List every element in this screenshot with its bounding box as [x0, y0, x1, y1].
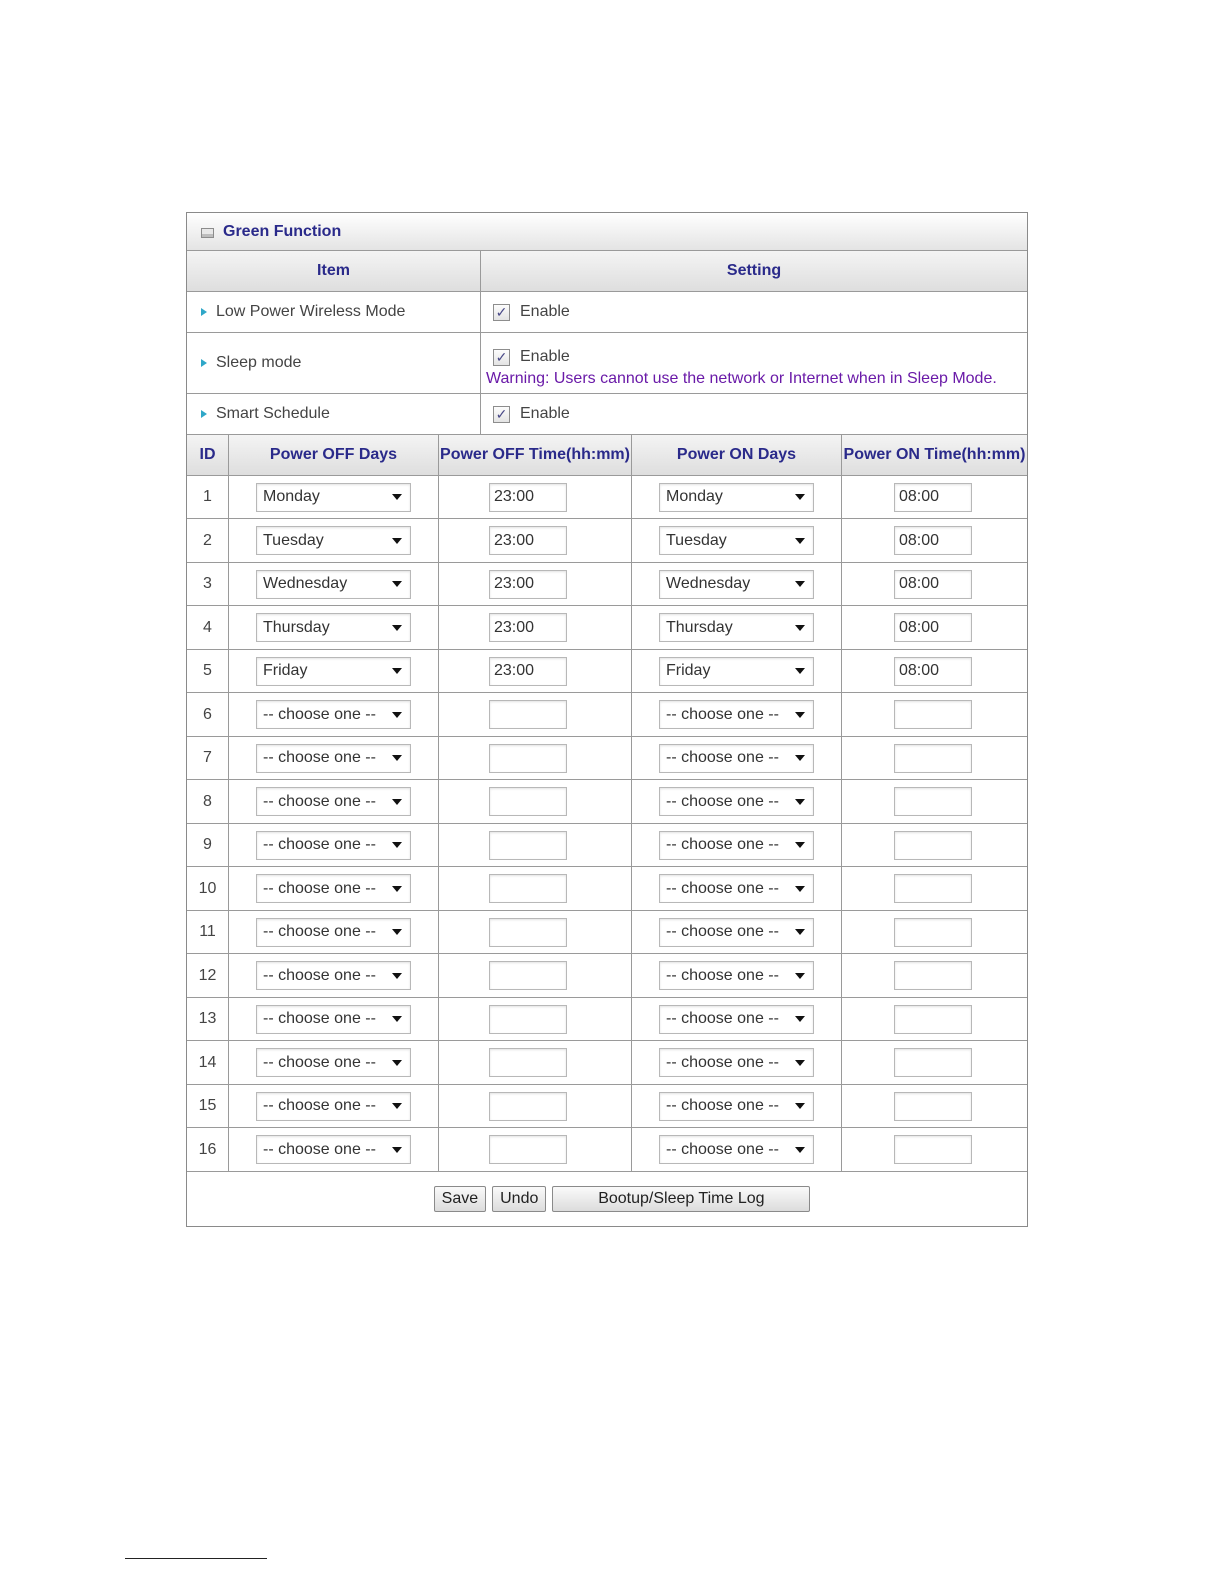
power-off-day-select[interactable] [256, 831, 411, 860]
power-on-day-cell [632, 911, 842, 954]
select-value: -- choose one -- [263, 1010, 376, 1027]
input-value: 08:00 [899, 488, 940, 505]
power-off-day-select[interactable] [256, 1092, 411, 1121]
power-on-day-cell [632, 737, 842, 780]
power-off-day-cell [229, 1041, 439, 1085]
row-id-cell: 9 [187, 824, 229, 867]
power-off-day-cell [229, 476, 439, 519]
power-off-day-cell [229, 737, 439, 780]
power-on-day-select[interactable] [659, 613, 814, 642]
setting-row-low-power-value [481, 292, 1027, 333]
power-on-day-cell [632, 476, 842, 519]
power-off-time-cell [439, 954, 632, 998]
select-value: Tuesday [666, 531, 727, 549]
power-off-day-cell [229, 824, 439, 867]
select-value: -- choose one -- [263, 792, 376, 810]
input-value: 08:00 [899, 575, 940, 592]
power-off-time-cell [439, 606, 632, 650]
select-value: -- choose one -- [263, 1053, 376, 1071]
power-off-time-cell [439, 867, 632, 911]
power-off-time-cell [439, 693, 632, 737]
select-value: -- choose one -- [263, 749, 376, 766]
select-value: -- choose one -- [666, 1053, 779, 1071]
col-header-power-on-days: Power ON Days [632, 435, 842, 476]
power-on-day-cell [632, 1128, 842, 1172]
power-on-time-input[interactable] [894, 831, 972, 860]
power-on-day-select[interactable] [659, 1005, 814, 1034]
row-id-cell: 7 [187, 737, 229, 780]
chevron-down-icon [795, 842, 805, 848]
chevron-down-icon [392, 625, 402, 631]
select-value: Friday [666, 662, 711, 679]
sleep-mode-warning: Warning: Users cannot use the network or Internet when in Sleep Mode. [486, 370, 997, 387]
chevron-down-icon [392, 842, 402, 848]
chevron-down-icon [795, 929, 805, 935]
power-on-time-input[interactable] [894, 657, 972, 686]
row-id-cell: 2 [187, 519, 229, 563]
chevron-down-icon [392, 1147, 402, 1153]
select-value: -- choose one -- [666, 1097, 779, 1114]
low-power-label: Low Power Wireless Mode [216, 303, 406, 320]
power-off-day-select[interactable] [256, 744, 411, 773]
power-off-time-cell [439, 780, 632, 824]
power-off-day-select[interactable] [256, 787, 411, 816]
row-id-cell: 6 [187, 693, 229, 737]
power-on-time-cell [842, 954, 1027, 998]
power-on-day-select[interactable] [659, 1135, 814, 1164]
power-off-time-input[interactable] [489, 961, 567, 990]
select-value: -- choose one -- [263, 1097, 376, 1114]
power-off-day-select[interactable] [256, 483, 411, 512]
power-on-day-cell [632, 824, 842, 867]
chevron-down-icon [795, 494, 805, 500]
power-on-time-cell [842, 1128, 1027, 1172]
power-off-day-select[interactable] [256, 657, 411, 686]
power-off-time-cell [439, 1041, 632, 1085]
chevron-down-icon [392, 886, 402, 892]
power-on-time-cell [842, 780, 1027, 824]
chevron-down-icon [392, 538, 402, 544]
save-button[interactable]: Save [434, 1186, 486, 1212]
chevron-down-icon [392, 581, 402, 587]
power-off-time-cell [439, 998, 632, 1041]
power-off-day-cell [229, 563, 439, 606]
row-id-cell: 11 [187, 911, 229, 954]
input-value: 23:00 [494, 531, 535, 549]
chevron-down-icon [392, 494, 402, 500]
input-value: 23:00 [494, 662, 535, 679]
chevron-down-icon [392, 1060, 402, 1066]
smart-schedule-enable-checkbox[interactable]: ✓ [493, 406, 510, 423]
power-off-time-input[interactable] [489, 657, 567, 686]
select-value: -- choose one -- [666, 792, 779, 810]
smart-schedule-enable-label: Enable [520, 405, 570, 422]
sleep-mode-enable-label: Enable [520, 348, 570, 365]
setting-header: Setting [481, 251, 1027, 292]
power-on-day-cell [632, 519, 842, 563]
power-on-time-input[interactable] [894, 483, 972, 512]
window-icon [201, 228, 214, 238]
power-on-day-select[interactable] [659, 483, 814, 512]
row-id-cell: 16 [187, 1128, 229, 1172]
power-off-time-input[interactable] [489, 787, 567, 816]
power-on-time-input[interactable] [894, 1048, 972, 1077]
row-id-cell: 13 [187, 998, 229, 1041]
power-on-day-cell [632, 606, 842, 650]
power-on-time-cell [842, 867, 1027, 911]
select-value: Monday [666, 488, 723, 505]
schedule-table [187, 435, 1027, 1172]
chevron-down-icon [795, 1147, 805, 1153]
power-off-time-cell [439, 650, 632, 693]
power-on-day-cell [632, 563, 842, 606]
item-header: Item [187, 251, 481, 292]
power-off-time-input[interactable] [489, 874, 567, 903]
input-value: 08:00 [899, 531, 940, 549]
power-on-day-select[interactable] [659, 700, 814, 729]
power-off-time-input[interactable] [489, 570, 567, 599]
power-off-day-select[interactable] [256, 1048, 411, 1077]
power-on-day-cell [632, 998, 842, 1041]
select-value: -- choose one -- [666, 879, 779, 897]
select-value: -- choose one -- [666, 1140, 779, 1158]
power-off-time-input[interactable] [489, 700, 567, 729]
power-on-day-select[interactable] [659, 570, 814, 599]
low-power-enable-label: Enable [520, 303, 570, 320]
select-value: -- choose one -- [666, 836, 779, 853]
power-off-day-cell [229, 650, 439, 693]
select-value: Monday [263, 488, 320, 505]
row-id-cell: 15 [187, 1085, 229, 1128]
power-on-time-cell [842, 563, 1027, 606]
select-value: -- choose one -- [666, 749, 779, 766]
power-off-day-cell [229, 998, 439, 1041]
power-off-time-cell [439, 1085, 632, 1128]
power-off-time-input[interactable] [489, 831, 567, 860]
settings-table [187, 251, 1027, 435]
power-off-day-cell [229, 780, 439, 824]
panel-title: Green Function [223, 222, 342, 240]
select-value: -- choose one -- [263, 879, 376, 897]
power-on-day-cell [632, 693, 842, 737]
select-value: Wednesday [263, 575, 348, 592]
power-on-time-input[interactable] [894, 787, 972, 816]
power-off-time-cell [439, 563, 632, 606]
select-value: -- choose one -- [263, 966, 376, 984]
power-off-day-cell [229, 954, 439, 998]
power-off-day-select[interactable] [256, 1005, 411, 1034]
power-off-day-select[interactable] [256, 613, 411, 642]
power-on-day-cell [632, 954, 842, 998]
sleep-mode-label: Sleep mode [216, 354, 302, 371]
power-on-day-select[interactable] [659, 744, 814, 773]
chevron-down-icon [795, 1103, 805, 1109]
power-off-day-cell [229, 867, 439, 911]
power-on-time-cell [842, 693, 1027, 737]
power-on-time-cell [842, 737, 1027, 780]
col-header-power-off-days: Power OFF Days [229, 435, 439, 476]
select-value: Thursday [263, 618, 330, 636]
chevron-down-icon [795, 712, 805, 718]
power-off-time-input[interactable] [489, 1092, 567, 1121]
power-on-time-input[interactable] [894, 961, 972, 990]
power-off-time-input[interactable] [489, 1005, 567, 1034]
power-on-day-select[interactable] [659, 526, 814, 555]
power-off-time-input[interactable] [489, 526, 567, 555]
power-on-time-input[interactable] [894, 874, 972, 903]
row-id-cell: 14 [187, 1041, 229, 1085]
power-off-time-cell [439, 476, 632, 519]
select-value: -- choose one -- [263, 705, 376, 723]
footnote-divider [125, 1558, 267, 1559]
chevron-down-icon [795, 755, 805, 761]
chevron-down-icon [392, 755, 402, 761]
power-on-time-input[interactable] [894, 918, 972, 947]
bullet-arrow-icon [201, 308, 207, 316]
power-off-day-select[interactable] [256, 700, 411, 729]
sleep-mode-enable-checkbox[interactable]: ✓ [493, 349, 510, 366]
power-on-time-cell [842, 476, 1027, 519]
power-on-day-select[interactable] [659, 787, 814, 816]
power-on-day-select[interactable] [659, 1048, 814, 1077]
row-id-cell: 10 [187, 867, 229, 911]
chevron-down-icon [795, 799, 805, 805]
power-off-day-cell [229, 693, 439, 737]
input-value: 23:00 [494, 575, 535, 592]
col-header-id: ID [187, 435, 229, 476]
power-on-day-select[interactable] [659, 874, 814, 903]
power-on-time-input[interactable] [894, 1092, 972, 1121]
row-id-cell: 1 [187, 476, 229, 519]
bootup-sleep-log-button[interactable]: Bootup/Sleep Time Log [552, 1186, 810, 1212]
select-value: -- choose one -- [263, 923, 376, 940]
chevron-down-icon [392, 1103, 402, 1109]
chevron-down-icon [795, 1060, 805, 1066]
input-value: 08:00 [899, 662, 940, 679]
button-bar [187, 1172, 1027, 1226]
select-value: -- choose one -- [666, 1010, 779, 1027]
select-value: Wednesday [666, 575, 751, 592]
power-off-time-cell [439, 519, 632, 563]
power-on-time-cell [842, 1041, 1027, 1085]
select-value: -- choose one -- [666, 923, 779, 940]
row-id-cell: 5 [187, 650, 229, 693]
power-off-day-cell [229, 1128, 439, 1172]
power-on-day-select[interactable] [659, 831, 814, 860]
power-on-time-input[interactable] [894, 1135, 972, 1164]
chevron-down-icon [392, 668, 402, 674]
undo-button[interactable]: Undo [492, 1186, 546, 1212]
select-value: -- choose one -- [666, 966, 779, 984]
select-value: Tuesday [263, 531, 324, 549]
power-on-day-cell [632, 650, 842, 693]
power-off-time-input[interactable] [489, 613, 567, 642]
power-off-day-cell [229, 606, 439, 650]
power-off-day-select[interactable] [256, 961, 411, 990]
power-on-day-select[interactable] [659, 1092, 814, 1121]
col-header-power-on-time: Power ON Time(hh:mm) [842, 435, 1027, 476]
power-off-day-select[interactable] [256, 874, 411, 903]
power-off-day-cell [229, 1085, 439, 1128]
setting-row-smart-value [481, 394, 1027, 435]
power-on-day-cell [632, 1041, 842, 1085]
power-off-time-input[interactable] [489, 1048, 567, 1077]
power-off-time-cell [439, 911, 632, 954]
chevron-down-icon [795, 886, 805, 892]
power-on-time-input[interactable] [894, 613, 972, 642]
power-off-time-cell [439, 824, 632, 867]
input-value: 08:00 [899, 618, 940, 636]
green-function-panel [186, 212, 1028, 1227]
power-on-time-cell [842, 606, 1027, 650]
chevron-down-icon [392, 799, 402, 805]
setting-row-sleep-label [187, 333, 481, 394]
panel-titlebar [187, 213, 1027, 251]
power-on-time-cell [842, 998, 1027, 1041]
power-on-time-input[interactable] [894, 1005, 972, 1034]
setting-row-smart-label [187, 394, 481, 435]
bullet-arrow-icon [201, 410, 207, 418]
chevron-down-icon [392, 712, 402, 718]
power-off-time-input[interactable] [489, 744, 567, 773]
setting-row-sleep-value [481, 333, 1027, 394]
select-value: Friday [263, 662, 308, 679]
chevron-down-icon [795, 973, 805, 979]
select-value: Thursday [666, 618, 733, 636]
power-on-day-cell [632, 1085, 842, 1128]
col-header-power-off-time: Power OFF Time(hh:mm) [439, 435, 632, 476]
chevron-down-icon [392, 929, 402, 935]
select-value: -- choose one -- [263, 1140, 376, 1158]
row-id-cell: 3 [187, 563, 229, 606]
power-on-day-cell [632, 867, 842, 911]
power-off-day-select[interactable] [256, 1135, 411, 1164]
power-on-day-cell [632, 780, 842, 824]
power-off-day-select[interactable] [256, 526, 411, 555]
chevron-down-icon [795, 581, 805, 587]
low-power-enable-checkbox[interactable]: ✓ [493, 304, 510, 321]
power-on-time-cell [842, 824, 1027, 867]
power-on-time-input[interactable] [894, 700, 972, 729]
power-on-time-cell [842, 911, 1027, 954]
power-on-day-select[interactable] [659, 657, 814, 686]
row-id-cell: 4 [187, 606, 229, 650]
power-off-day-cell [229, 519, 439, 563]
setting-row-low-power-label [187, 292, 481, 333]
power-on-time-input[interactable] [894, 570, 972, 599]
input-value: 23:00 [494, 488, 535, 505]
row-id-cell: 12 [187, 954, 229, 998]
power-off-day-select[interactable] [256, 570, 411, 599]
power-off-day-cell [229, 911, 439, 954]
select-value: -- choose one -- [263, 836, 376, 853]
power-on-day-select[interactable] [659, 961, 814, 990]
power-on-time-cell [842, 650, 1027, 693]
power-off-day-select[interactable] [256, 918, 411, 947]
power-on-time-cell [842, 519, 1027, 563]
power-on-day-select[interactable] [659, 918, 814, 947]
power-off-time-input[interactable] [489, 483, 567, 512]
chevron-down-icon [795, 668, 805, 674]
select-value: -- choose one -- [666, 705, 779, 723]
power-off-time-cell [439, 1128, 632, 1172]
chevron-down-icon [392, 1016, 402, 1022]
row-id-cell: 8 [187, 780, 229, 824]
bullet-arrow-icon [201, 359, 207, 367]
chevron-down-icon [392, 973, 402, 979]
power-off-time-input[interactable] [489, 1135, 567, 1164]
chevron-down-icon [795, 538, 805, 544]
power-on-time-input[interactable] [894, 744, 972, 773]
power-off-time-input[interactable] [489, 918, 567, 947]
power-on-time-input[interactable] [894, 526, 972, 555]
input-value: 23:00 [494, 618, 535, 636]
chevron-down-icon [795, 625, 805, 631]
power-on-time-cell [842, 1085, 1027, 1128]
chevron-down-icon [795, 1016, 805, 1022]
smart-schedule-label: Smart Schedule [216, 405, 330, 422]
power-off-time-cell [439, 737, 632, 780]
